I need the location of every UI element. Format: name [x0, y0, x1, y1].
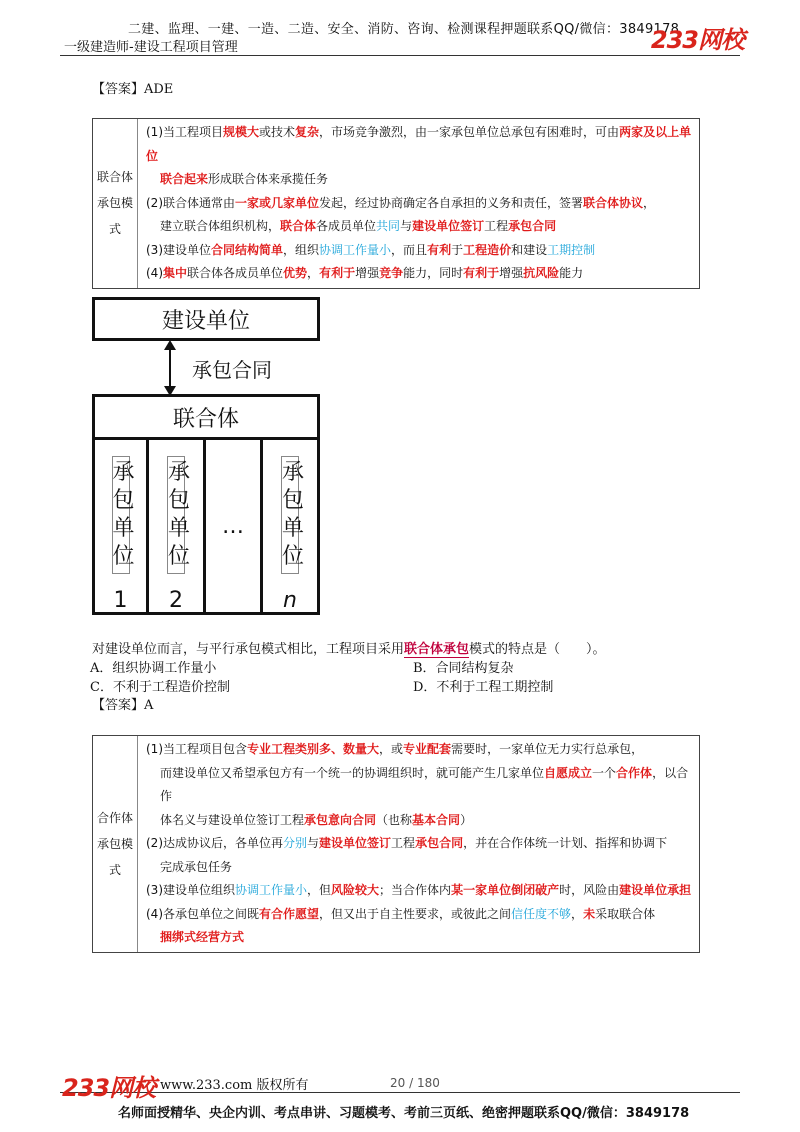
- diagram-unit-ellipsis: [203, 437, 263, 615]
- footer-logo[interactable]: 233网校: [62, 1074, 156, 1102]
- note1-line: 建立联合体组织机构，联合体各成员单位共同与建设单位签订工程承包合同: [160, 219, 557, 233]
- note1-line: (1)当工程项目规模大或技术复杂，市场竞争激烈，由一家承包单位总承包有困难时，可由两家及以上单位: [146, 125, 692, 163]
- header-contact-line: 二建、监理、一建、一造、二造、安全、消防、咨询、检测课程押题联系QQ/微信：3849178: [128, 22, 680, 37]
- diagram-unit-1-number: 1: [113, 588, 128, 613]
- diagram-unit-n-label: 承包单位: [282, 460, 305, 569]
- diagram-unit-2: [146, 437, 206, 615]
- diagram-unit-n-number: n: [283, 588, 297, 613]
- header-doc-title: 一级建造师-建设工程项目管理: [64, 40, 238, 55]
- question-stem: 对建设单位而言，与平行承包模式相比，工程项目采用联合体承包模式的特点是（ ）。: [92, 642, 606, 657]
- option-b[interactable]: B．合同结构复杂: [413, 661, 514, 676]
- header-divider: [60, 55, 740, 56]
- option-a[interactable]: A．组织协调工作量小: [90, 661, 217, 676]
- diagram-unit-1-frame: [112, 456, 135, 574]
- note1-line: (4)集中联合体各成员单位优势，有利于增强竞争能力，同时有利于增强抗风险能力: [146, 266, 584, 280]
- diagram-double-arrow: [160, 340, 180, 396]
- diagram-consortium-label: 联合体: [172, 406, 239, 432]
- diagram-unit-2-frame: [167, 456, 191, 574]
- diagram-owner-label: 建设单位: [161, 308, 250, 334]
- diagram-unit-1-label: 承包单位: [112, 460, 135, 569]
- note1-line: (3)建设单位合同结构简单，组织协调工作量小，而且有利于工程造价和建设工期控制: [146, 242, 596, 257]
- diagram-owner-box: [92, 297, 320, 341]
- note2-line: (4)各承包单位之间既有合作愿望，但又出于自主性要求，或彼此之间信任度不够，未采取联合体: [146, 906, 656, 921]
- diagram-ellipsis: …: [222, 513, 244, 539]
- note-cooperative-label: 合作体承包模式: [93, 736, 138, 952]
- footer-contact-line: 名师面授精华、央企内训、考点串讲、习题模考、考前三页纸、绝密押题联系QQ/微信：3849178: [118, 1106, 690, 1121]
- footer-site[interactable]: www.233.com 版权所有: [160, 1078, 309, 1093]
- note1-line: 联合起来形成联合体来承揽任务: [160, 172, 329, 186]
- diagram-contract-label: 承包合同: [192, 358, 272, 382]
- note-cooperative: [92, 735, 700, 953]
- note2-line: 完成承包任务: [160, 859, 233, 874]
- note-cooperative-body: [138, 736, 699, 952]
- note2-line: 体名义与建设单位签订工程承包意向合同（也称基本合同）: [160, 812, 473, 827]
- diagram-consortium-box: [92, 394, 320, 440]
- note-joint-venture-label: 联合体承包模式: [93, 119, 138, 288]
- note2-line: 捆绑式经营方式: [160, 930, 245, 944]
- note-joint-venture-body: [138, 119, 699, 288]
- note2-line: 而建设单位又希望承包方有一个统一的协调组织时，就可能产生几家单位自愿成立一个合作体，以合作: [160, 765, 689, 803]
- answer-1: 【答案】ADE: [92, 82, 174, 97]
- page-number: 20 / 180: [390, 1076, 440, 1090]
- note2-line: (1)当工程项目包含专业工程类别多、数量大，或专业配套需要时，一家单位无力实行总承包，: [146, 742, 644, 756]
- answer-2: 【答案】A: [92, 698, 154, 713]
- diagram-unit-2-label: 承包单位: [168, 460, 191, 569]
- diagram-unit-n: [260, 437, 320, 615]
- note-joint-venture: [92, 118, 700, 289]
- diagram-unit-n-frame: [281, 456, 305, 574]
- note1-line: (2)联合体通常由一家或几家单位发起，经过协商确定各自承担的义务和责任，签署联合体协议，: [146, 195, 656, 210]
- header-logo[interactable]: 233网校: [650, 26, 744, 54]
- option-d[interactable]: D．不利于工程工期控制: [413, 680, 554, 695]
- diagram-unit-2-number: 2: [169, 588, 183, 613]
- option-c[interactable]: C．不利于工程造价控制: [90, 680, 230, 695]
- note2-line: (2)达成协议后，各单位再分别与建设单位签订工程承包合同，并在合作体统一计划、指挥和协调下: [146, 836, 668, 850]
- question-keyword: 联合体承包: [404, 642, 470, 657]
- diagram-unit-1: [92, 437, 149, 615]
- note2-line: (3)建设单位组织协调工作量小，但风险较大；当合作体内某一家单位倒闭破产时，风险由建设单位承担: [146, 883, 692, 897]
